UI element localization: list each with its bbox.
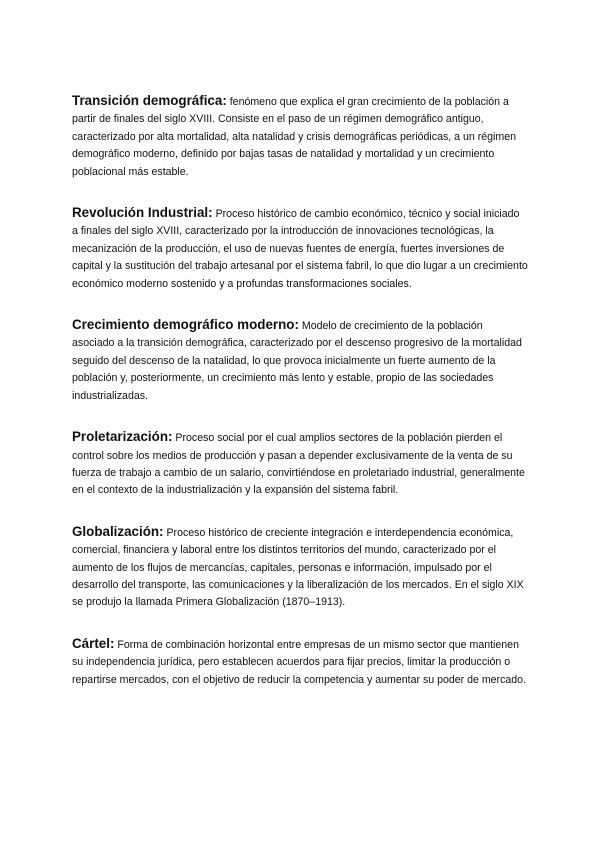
glossary-entry: [72, 523, 528, 612]
glossary-definition: fenómeno que explica el gran crecimiento de la población a partir de finales del siglo XVIII. Consiste en el paso de un régimen demográfico antiguo, caracterizado por alta mortalidad, alta natalidad y crisis demográficas periódicas, a un régimen demográfico moderno, definido por bajas tasas de natalidad y mortalidad y un crecimiento poblacional más estable.: [72, 96, 516, 178]
glossary-term: Revolución Industrial:: [72, 205, 213, 221]
glossary-definition: Forma de combinación horizontal entre empresas de un mismo sector que mantienen su independencia jurídica, pero establecen acuerdos para fijar precios, limitar la producción o repartirse mercados, con el objetivo de reducir la competencia y aumentar su poder de mercado.: [72, 638, 527, 686]
glossary-term: Cártel:: [72, 635, 115, 651]
glossary-term: Globalización:: [72, 523, 164, 539]
glossary-term: Proletarización:: [72, 429, 173, 445]
glossary-definition: Proceso social por el cual amplios sectores de la población pierden el control sobre los medios de producción y pasan a depender exclusivamente de la venta de su fuerza de trabajo a cambio de un salario, convirtiéndose en proletariado industrial, generalmente en el contexto de la industrialización y la expansión del sistema fabril.: [72, 432, 525, 497]
glossary-entry: [72, 635, 528, 689]
glossary-term: Crecimiento demográfico moderno:: [72, 317, 299, 333]
glossary-term: Transición demográfica:: [72, 93, 227, 108]
glossary-definition: Proceso histórico de creciente integración e interdependencia económica, comercial, financiera y laboral entre los distintos territorios del mundo, caracterizado por el aumento de los flujos de mercancías, capitales, personas e información, impulsado por el desarrollo del transporte, las comunicaciones y la liberalización de los mercados. En el siglo XIX se produjo la llamada Primera Globalización (1870–1913).: [72, 526, 524, 609]
glossary-definition: Modelo de crecimiento de la población asociado a la transición demográfica, caracterizado por el descenso progresivo de la mortalidad seguido del descenso de la natalidad, lo que provoca inicialmente un fuerte aumento de la población y, posteriormente, un crecimiento más lento y estable, propio de las sociedades industrializadas.: [72, 320, 522, 402]
glossary-entry: [72, 316, 528, 405]
glossary-definition: Proceso histórico de cambio económico, técnico y social iniciado a finales del siglo XVIII, caracterizado por la introducción de innovaciones tecnológicas, la mecanización de la producción, el uso de nuevas fuentes de energía, fuertes inversiones de capital y la sustitución del trabajo artesanal por el sistema fabril, lo que dio lugar a un crecimiento económico moderno sostenido y a profundas transformaciones sociales.: [72, 208, 528, 290]
document-page: [72, 92, 528, 689]
glossary-entry: [72, 428, 528, 500]
glossary-entry: [72, 204, 528, 293]
glossary-entry: [72, 92, 528, 181]
